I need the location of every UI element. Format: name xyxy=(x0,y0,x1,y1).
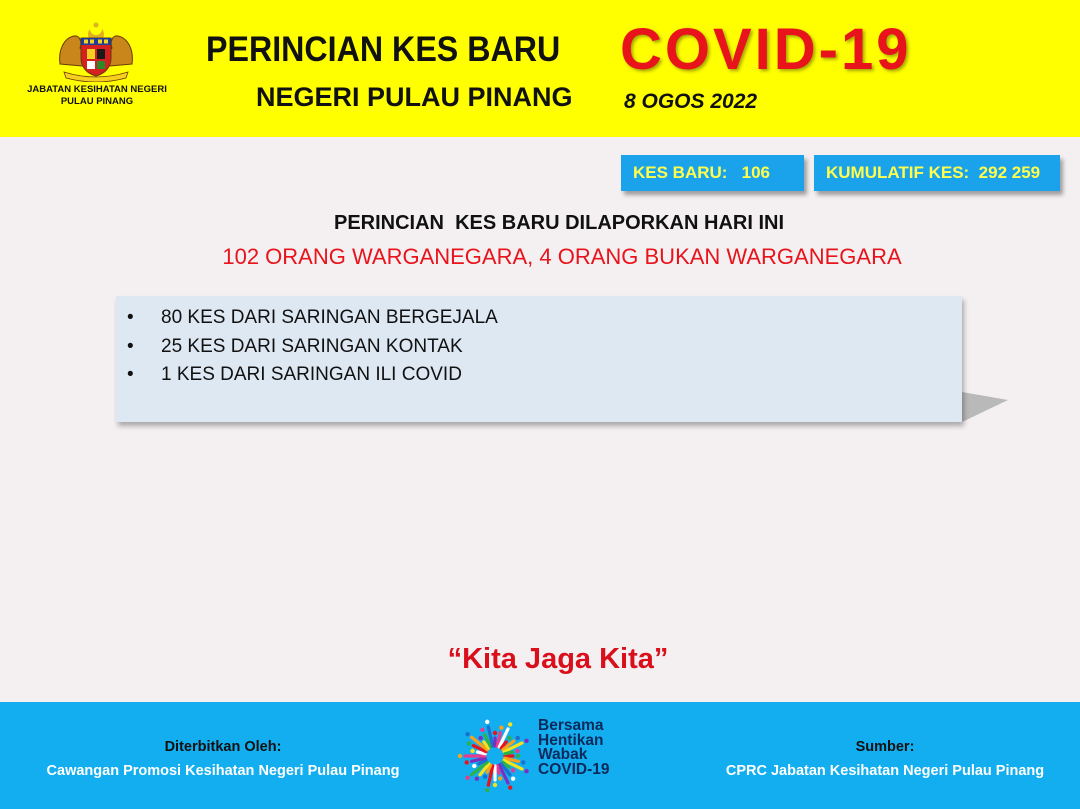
burst-dot xyxy=(524,739,528,743)
list-item xyxy=(116,333,962,362)
bullet: • xyxy=(127,335,134,357)
case-source-panel xyxy=(116,296,962,422)
burst-dot xyxy=(498,776,502,780)
burst-dot xyxy=(465,732,469,736)
burst-dot xyxy=(483,775,487,779)
list-item-text: 25 KES DARI SARINGAN KONTAK xyxy=(161,335,463,357)
burst-dot xyxy=(516,754,520,758)
burst-dot xyxy=(493,731,497,735)
burst-dot xyxy=(485,788,489,792)
list-item-text: 1 KES DARI SARINGAN ILI COVID xyxy=(161,364,462,385)
burst-dot xyxy=(499,726,503,730)
burst-ray xyxy=(505,752,513,754)
source-label: Sumber: xyxy=(855,739,915,755)
burst-dot xyxy=(472,764,476,768)
campaign-line-1: Bersama xyxy=(538,717,604,734)
case-source-list xyxy=(116,296,962,390)
burst-dot xyxy=(467,741,471,745)
burst-dot xyxy=(511,776,515,780)
covid-title: COVID-19 xyxy=(620,17,912,82)
citizenship-breakdown: 102 ORANG WARGANEGARA, 4 ORANG BUKAN WARGANEGARA xyxy=(222,244,902,269)
burst-dot xyxy=(508,722,512,726)
details-heading: PERINCIAN KES BARU DILAPORKAN HARI INI xyxy=(333,212,785,234)
page-title: PERINCIAN KES BARU xyxy=(206,30,561,69)
campaign-logo-text xyxy=(538,719,610,777)
burst-dot xyxy=(480,728,484,732)
burst-dot xyxy=(458,754,462,758)
panel-shadow xyxy=(962,392,1008,422)
burst-dot xyxy=(524,769,528,773)
publisher-value: Cawangan Promosi Kesihatan Negeri Pulau Pinang xyxy=(46,763,400,779)
cumulative-cases-badge: KUMULATIF KES: 292 259 xyxy=(814,155,1060,191)
covid-campaign-burst-icon xyxy=(457,718,533,794)
state-title: NEGERI PULAU PINANG xyxy=(256,82,573,112)
department-name xyxy=(10,84,184,108)
list-item xyxy=(116,304,962,333)
burst-dot xyxy=(508,785,512,789)
list-item-text: 80 KES DARI SARINGAN BERGEJALA xyxy=(161,307,498,328)
burst-dot xyxy=(478,736,482,740)
burst-dot xyxy=(515,736,519,740)
campaign-line-3: Wabak xyxy=(538,746,588,763)
header-banner xyxy=(0,0,1080,137)
campaign-line-4: COVID-19 xyxy=(538,760,610,778)
slogan: “Kita Jaga Kita” xyxy=(447,643,669,675)
burst-dot xyxy=(470,749,474,753)
list-item xyxy=(116,361,962,390)
department-line-1: JABATAN KESIHATAN NEGERI xyxy=(27,84,167,95)
publisher-label: Diterbitkan Oleh: xyxy=(164,739,282,755)
source-value: CPRC Jabatan Kesihatan Negeri Pulau Pinang xyxy=(725,763,1045,779)
burst-dot xyxy=(465,776,469,780)
burst-dot xyxy=(485,720,489,724)
department-line-2: PULAU PINANG xyxy=(60,96,134,107)
campaign-line-2: Hentikan xyxy=(538,731,604,749)
burst-ray xyxy=(497,766,499,774)
burst-dot xyxy=(515,749,519,753)
new-cases-badge: KES BARU: 106 xyxy=(621,155,804,191)
burst-dot xyxy=(521,760,525,764)
burst-dot xyxy=(507,736,511,740)
burst-dot xyxy=(465,760,469,764)
report-date: 8 OGOS 2022 xyxy=(624,90,758,113)
burst-dot xyxy=(511,768,515,772)
bullet: • xyxy=(127,307,134,328)
bullet: • xyxy=(127,364,134,385)
coat-of-arms-icon xyxy=(54,20,138,82)
burst-dot xyxy=(475,776,479,780)
burst-dot xyxy=(493,783,497,787)
